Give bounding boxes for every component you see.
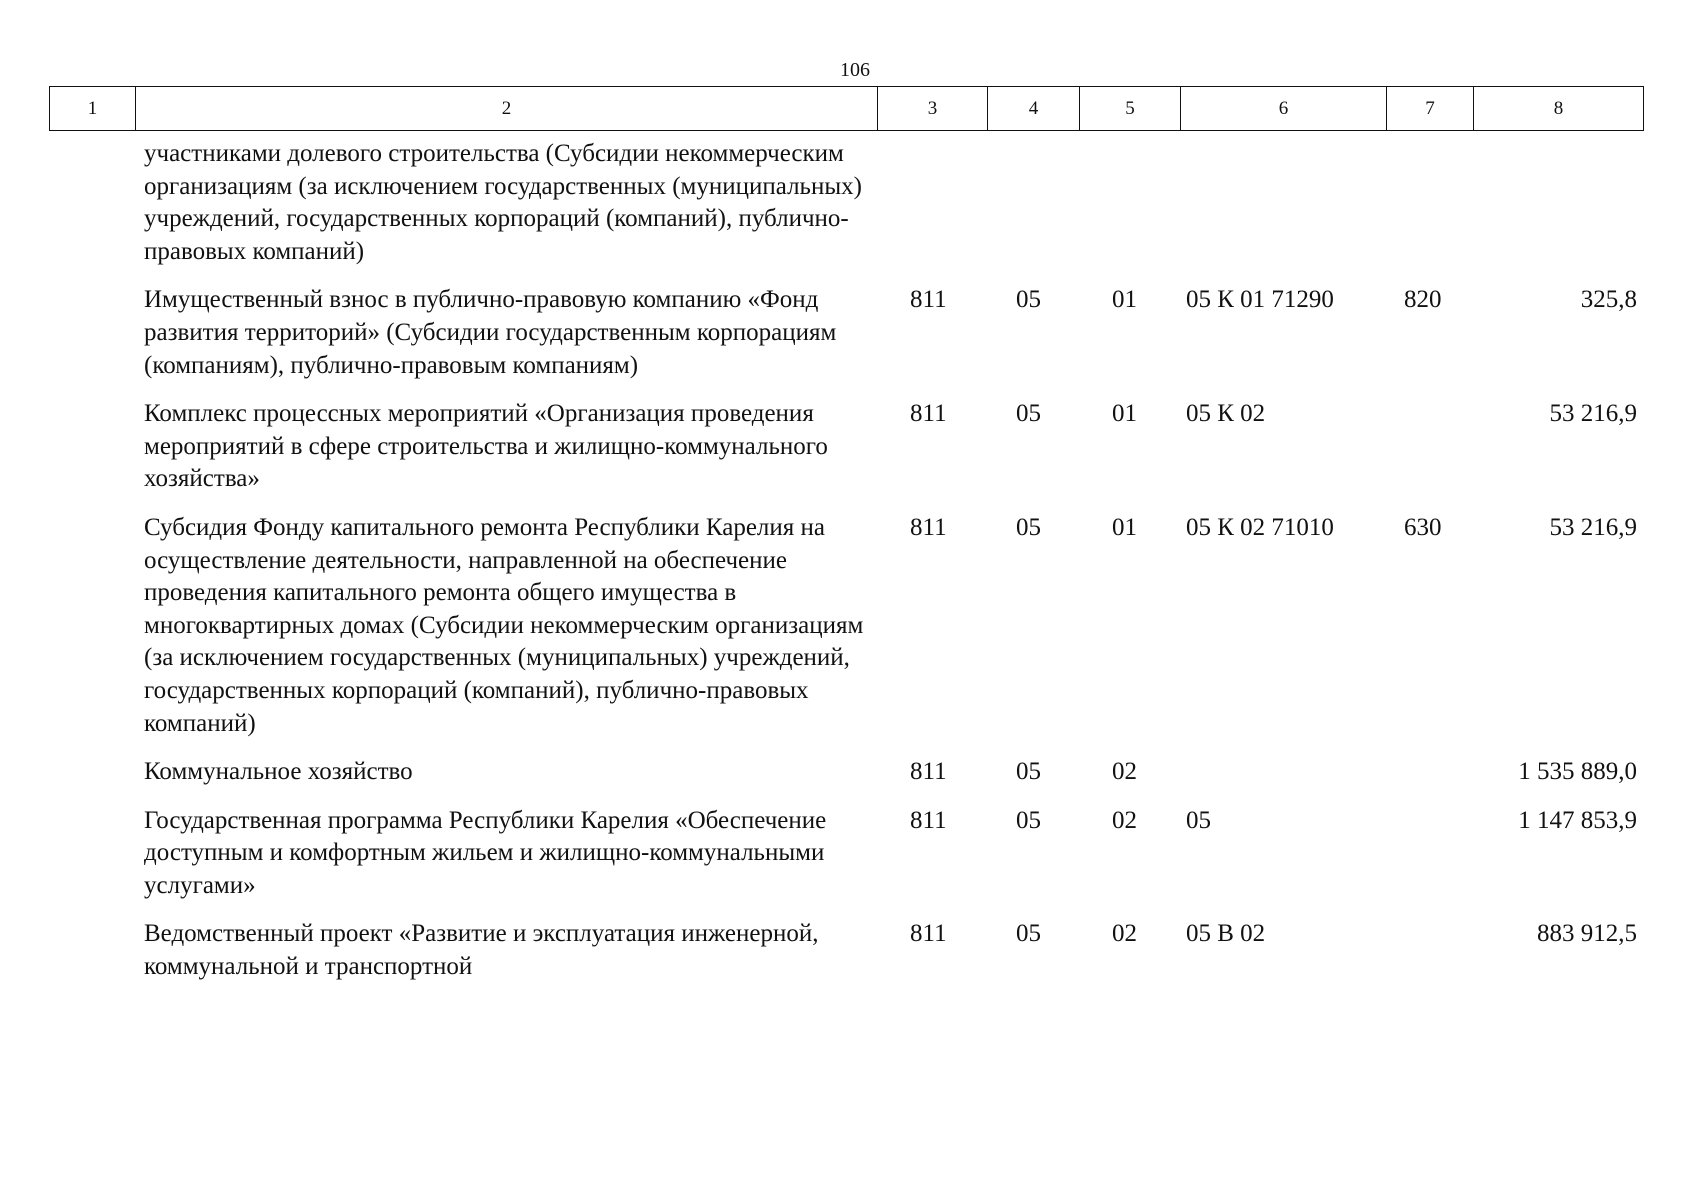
column-header-row [50,87,1644,131]
admin-code: 811 [910,920,947,948]
page-number: 106 [840,59,870,81]
admin-code: 811 [910,513,947,541]
column-header-6: 6 [1181,87,1387,131]
subsection-code: 01 [1112,400,1137,428]
column-header-5: 5 [1080,87,1181,131]
table-row [0,918,1697,983]
amount: 883 912,5 [1537,920,1637,948]
amount: 53 216,9 [1549,513,1637,541]
target-article-code: 05 К 02 [1186,400,1266,428]
amount: 1 147 853,9 [1518,806,1637,834]
section-code: 05 [1016,286,1041,314]
subsection-code: 02 [1112,806,1137,834]
section-code: 05 [1016,513,1041,541]
table-row [0,805,1697,903]
table-row [0,138,1697,268]
section-code: 05 [1016,806,1041,834]
section-code: 05 [1016,400,1041,428]
column-header-2: 2 [136,87,878,131]
expense-type-code: 820 [1404,286,1442,314]
column-header-7: 7 [1387,87,1474,131]
column-header-4: 4 [988,87,1080,131]
expense-type-code: 630 [1404,513,1442,541]
column-header-table [49,86,1644,131]
row-name: Комплекс процессных мероприятий «Организация проведения мероприятий в сфере строительства и жилищно-коммунального хозяйства» [144,400,828,493]
target-article-code: 05 [1186,806,1211,834]
subsection-code: 02 [1112,758,1137,786]
amount: 1 535 889,0 [1518,758,1637,786]
target-article-code: 05 В 02 [1186,920,1266,948]
admin-code: 811 [910,286,947,314]
row-name: Государственная программа Республики Карелия «Обеспечение доступным и комфортным жильем и жилищно-коммунальными услугами» [144,806,827,899]
subsection-code: 01 [1112,286,1137,314]
section-code: 05 [1016,758,1041,786]
target-article-code: 05 К 01 71290 [1186,286,1334,314]
admin-code: 811 [910,758,947,786]
subsection-code: 01 [1112,513,1137,541]
admin-code: 811 [910,400,947,428]
table-row [0,756,1697,789]
table-row [0,512,1697,740]
amount: 53 216,9 [1549,400,1637,428]
row-name: Коммунальное хозяйство [144,758,413,786]
section-code: 05 [1016,920,1041,948]
table-body [0,138,1697,1000]
target-article-code: 05 К 02 71010 [1186,513,1334,541]
table-row [0,398,1697,496]
column-header-1: 1 [50,87,136,131]
column-header-8: 8 [1474,87,1644,131]
amount: 325,8 [1580,286,1637,314]
row-name: Ведомственный проект «Развитие и эксплуатация инженерной, коммунальной и транспортной [144,920,819,981]
row-name: участниками долевого строительства (Субсидии некоммерческим организациям (за исключением государственных (муниципальных) учреждений, государственных корпораций (компаний), публично-правовых компаний) [144,140,862,265]
row-name: Имущественный взнос в публично-правовую компанию «Фонд развития территорий» (Субсидии государственным корпорациям (компаниям), публично-правовым компаниям) [144,286,837,379]
admin-code: 811 [910,806,947,834]
subsection-code: 02 [1112,920,1137,948]
table-row [0,284,1697,382]
column-header-3: 3 [878,87,988,131]
row-name: Субсидия Фонду капитального ремонта Республики Карелия на осуществление деятельности, направленной на обеспечение проведения капитального ремонта общего имущества в многоквартирных домах (Субсидии некоммерческим организациям (за исключением государственных (муниципальных) учреждений, государственных корпораций (компаний), публично-правовых компаний) [144,513,864,737]
